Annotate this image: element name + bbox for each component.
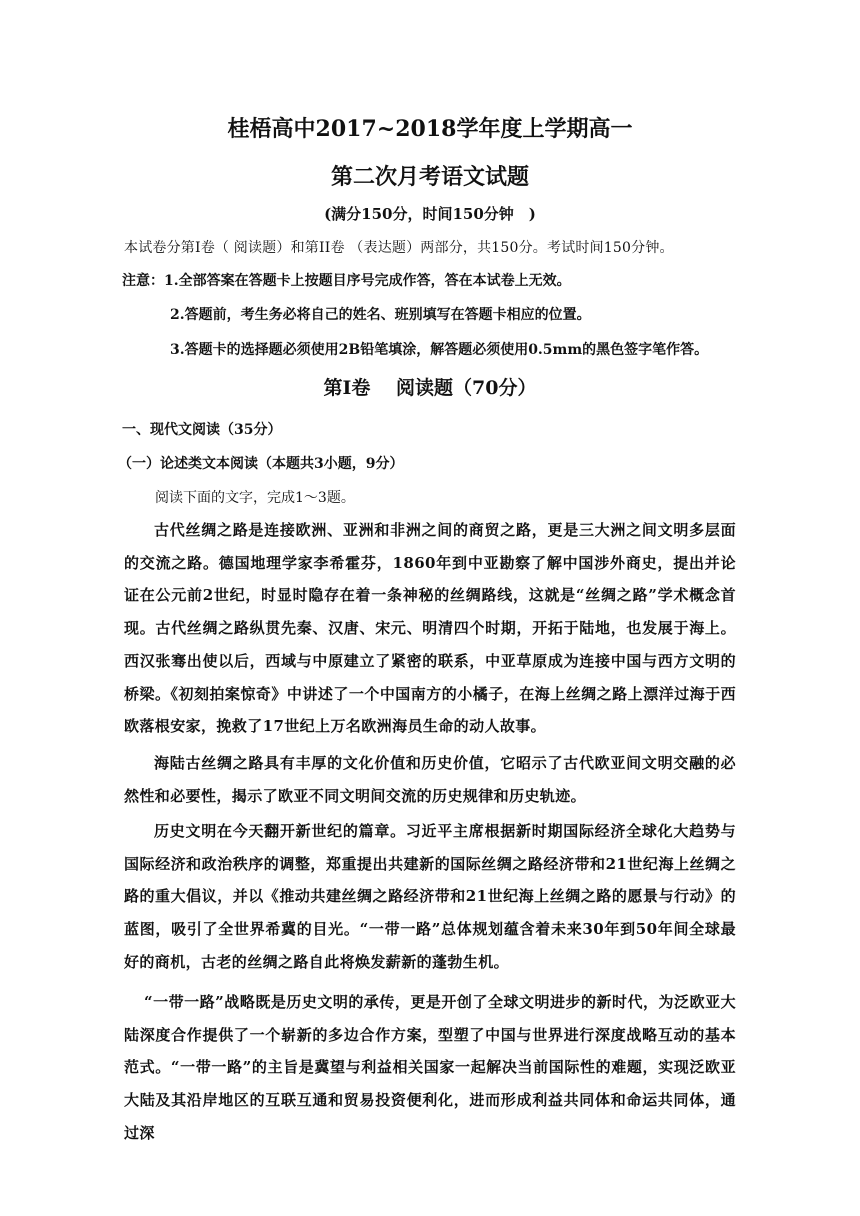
notice-item-1: 注意：1.全部答案在答题卡上按题目序号完成作答，答在本试卷上无效。 [122, 273, 571, 289]
passage-paragraph-2: 海陆古丝绸之路具有丰厚的文化价值和历史价值，它昭示了古代欧亚间文明交融的必然性和必要性，揭示了欧亚不同文明间交流的历史规律和历史轨迹。 [124, 754, 736, 805]
part-heading: 一、现代文阅读（35分） [122, 422, 282, 438]
exam-title-line2: 第二次月考语文试题 [330, 164, 529, 190]
notice-item-2: 2.答题前，考生务必将自己的姓名、班别填写在答题卡相应的位置。 [170, 307, 591, 323]
reading-instruction: 阅读下面的文字，完成1～3题。 [155, 490, 355, 506]
passage-paragraph-4: “一带一路”战略既是历史文明的承传，更是开创了全球文明进步的新时代，为泛欧亚大陆深度合作提供了一个崭新的多边合作方案，型塑了中国与世界进行深度战略互动的基本范式。“一带一路”的主旨是冀望与利益相关国家一起解决当前国际性的难题，实现泛欧亚大陆及其沿岸地区的互联互通和贸易投资便利化，进而形成利益共同体和命运共同体，通过深 [124, 993, 736, 1142]
section-title: 第Ⅰ卷 阅读题（70分） [323, 377, 537, 399]
exam-score-time: (满分150分，时间150分钟 ) [324, 205, 536, 223]
passage-paragraph-1: 古代丝绸之路是连接欧洲、亚洲和非洲之间的商贸之路，更是三大洲之间文明多层面的交流之路。德国地理学家李希霍芬，1860年到中亚勘察了解中国涉外商史，提出并论证在公元前2世纪，时显时隐存在着一条神秘的丝绸路线，这就是“丝绸之路”学术概念首现。古代丝绸之路纵贯先秦、汉唐、宋元、明清四个时期，开拓于陆地，也发展于海上。西汉张骞出使以后，西域与中原建立了紧密的联系，中亚草原成为连接中国与西方文明的桥梁。《初刻拍案惊奇》中讲述了一个中国南方的小橘子，在海上丝绸之路上漂洋过海于西欧落根安家，挽救了17世纪上万名欧洲海员生命的动人故事。 [124, 521, 736, 736]
passage-paragraph-3: 历史文明在今天翻开新世纪的篇章。习近平主席根据新时期国际经济全球化大趋势与国际经济和政治秩序的调整，郑重提出共建新的国际丝绸之路经济带和21世纪海上丝绸之路的重大倡议，并以《推动共建丝绸之路经济带和21世纪海上丝绸之路的愿景与行动》的蓝图，吸引了全世界希冀的目光。“一带一路”总体规划蕴含着未来30年到50年间全球最好的商机，古老的丝绸之路自此将焕发薪新的蓬勃生机。 [124, 822, 736, 971]
exam-intro: 本试卷分第I卷（ 阅读题）和第II卷 （表达题）两部分，共150分。考试时间150分钟。 [124, 240, 674, 256]
exam-title-line1: 桂梧高中2017~2018学年度上学期高一 [227, 116, 633, 142]
subpart-heading: （一）论述类文本阅读（本题共3小题，9分） [118, 456, 404, 472]
notice-item-3: 3.答题卡的选择题必须使用2B铅笔填涂，解答题必须使用0.5mm的黑色签字笔作答。 [170, 342, 709, 358]
